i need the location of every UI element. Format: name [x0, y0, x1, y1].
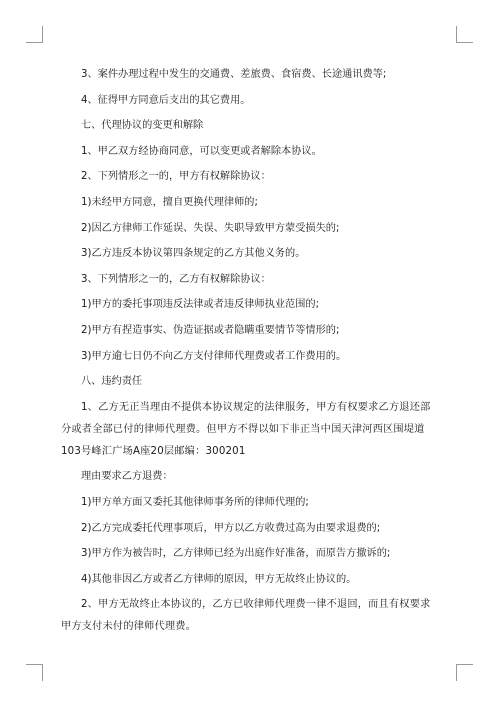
- document-body: [61, 64, 439, 642]
- crop-mark-bottom-right: [456, 664, 473, 681]
- paragraph: 1、甲乙双方经协商同意，可以变更或者解除本协议。: [81, 145, 322, 157]
- paragraph: 2、下列情形之一的，甲方有权解除协议：: [81, 171, 271, 183]
- crop-mark-top-right: [456, 26, 473, 43]
- list-item: 1)未经甲方同意，擅自更换代理律师的;: [81, 196, 258, 208]
- section-heading: 八、违约责任: [81, 376, 143, 388]
- paragraph: 3、案件办理过程中发生的交通费、差旅费、食宿费、长途通讯费等;: [81, 69, 387, 80]
- section-heading: 七、代理协议的变更和解除: [81, 120, 204, 132]
- crop-mark-top-left: [26, 26, 43, 43]
- paragraph: 4、征得甲方同意后支出的其它费用。: [81, 94, 251, 106]
- list-item: 3)乙方违反本协议第四条规定的乙方其他义务的。: [81, 248, 306, 260]
- list-item: 2)因乙方律师工作延误、失误、失职导致甲方蒙受损失的;: [81, 222, 340, 234]
- list-item: 4)其他非因乙方或者乙方律师的原因，甲方无故终止协议的。: [81, 573, 357, 585]
- list-item: 1)甲方单方面又委托其他律师事务所的律师代理的;: [81, 496, 309, 508]
- list-item: 2)甲方有捏造事实、伪造证据或者隐瞒重要情节等情形的;: [81, 324, 340, 336]
- paragraph: 理由要求乙方退费：: [81, 471, 173, 483]
- list-item: 1)甲方的委托事项违反法律或者违反律师执业范围的;: [81, 299, 320, 311]
- crop-mark-bottom-left: [26, 664, 43, 681]
- paragraph: 2、甲方无故终止本协议的，乙方已收律师代理费一律不退回，而且有权要求甲方支付未付的律师代理费。: [61, 599, 431, 633]
- paragraph: 3、下列情形之一的，乙方有权解除协议：: [81, 273, 271, 285]
- paragraph: 1、乙方无正当理由不提供本协议规定的法律服务，甲方有权要求乙方退还部分或者全部已付的律师代理费。但甲方不得以如下非正当中国天津河西区围堤道103号峰汇广场A座20层邮编：300201: [61, 401, 431, 457]
- list-item: 2)乙方完成委托代理事项后，甲方以乙方收费过高为由要求退费的;: [81, 522, 381, 534]
- list-item: 3)甲方逾七日仍不向乙方支付律师代理费或者工作费用的。: [81, 350, 347, 362]
- list-item: 3)甲方作为被告时，乙方律师已经为出庭作好准备，而原告方撤诉的;: [81, 548, 391, 560]
